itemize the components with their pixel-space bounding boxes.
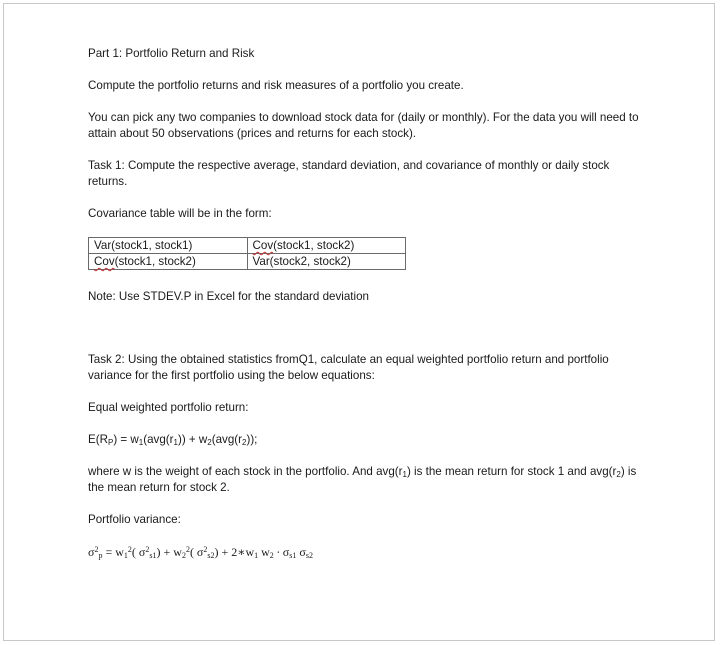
document-page	[3, 3, 715, 641]
table-row	[89, 238, 406, 254]
pick-companies-paragraph: You can pick any two companies to download stock data for (daily or monthly). For the data you will need to attain about 50 observations (prices and returns for each stock).	[88, 111, 639, 140]
formula-subscript: 1	[138, 438, 144, 447]
formula-subscript: p	[98, 551, 103, 560]
formula-part: (avg(r	[211, 433, 242, 446]
formula-subscript: 2	[269, 551, 274, 560]
formula-part: )) + w	[177, 433, 208, 446]
cell-text: (stock1, stock2)	[273, 239, 355, 252]
formula-part: σ	[296, 545, 306, 559]
table-cell	[89, 254, 248, 270]
text-part: where w is the weight of each stock in the portfolio. And avg(r	[88, 465, 403, 478]
formula-part: = w	[102, 545, 124, 559]
covariance-intro: Covariance table will be in the form:	[88, 207, 272, 220]
formula-part: σ	[88, 545, 95, 559]
formula-part: ) = w	[113, 433, 139, 446]
portfolio-variance-formula	[88, 544, 648, 560]
formula-subscript: 1	[254, 551, 259, 560]
formula-subscript: s1	[289, 551, 297, 560]
formula-subscript: 2	[207, 438, 212, 447]
formula-subscript: 1	[173, 438, 178, 447]
formula-subscript: P	[107, 438, 114, 447]
formula-superscript: 2	[185, 545, 190, 554]
text-subscript: 2	[616, 470, 621, 479]
formula-superscript: 2	[94, 545, 99, 554]
cell-text: (stock1, stock2)	[114, 255, 196, 268]
task2-paragraph: Task 2: Using the obtained statistics fromQ1, calculate an equal weighted portfolio return and portfolio variance for the first portfolio using the below equations:	[88, 353, 609, 382]
formula-part: ∙ σ	[273, 545, 290, 559]
formula-subscript: 2	[181, 551, 186, 560]
task1-paragraph: Task 1: Compute the respective average, standard deviation, and covariance of monthly or daily stock returns.	[88, 159, 610, 188]
formula-part: ( σ	[189, 545, 204, 559]
where-paragraph	[88, 464, 648, 496]
formula-superscript: 2	[145, 545, 150, 554]
formula-part: ( σ	[131, 545, 146, 559]
formula-subscript: s2	[207, 551, 215, 560]
portfolio-variance-label: Portfolio variance:	[88, 513, 181, 526]
text-part: ) is the mean return for stock 2.	[88, 465, 637, 494]
formula-part: w	[258, 545, 270, 559]
table-row	[89, 254, 406, 270]
equal-weighted-label: Equal weighted portfolio return:	[88, 401, 249, 414]
spellcheck-word: Cov	[252, 239, 274, 252]
formula-part: (avg(r	[143, 433, 174, 446]
note-paragraph: Note: Use STDEV.P in Excel for the standard deviation	[88, 290, 369, 303]
covariance-table	[88, 237, 406, 270]
formula-subscript: 1	[123, 551, 128, 560]
formula-superscript: 2	[203, 545, 208, 554]
formula-subscript: s2	[305, 551, 313, 560]
table-cell	[247, 238, 406, 254]
formula-subscript: 2	[242, 438, 247, 447]
intro-paragraph: Compute the portfolio returns and risk measures of a portfolio you create.	[88, 79, 464, 92]
heading: Part 1: Portfolio Return and Risk	[88, 47, 255, 60]
table-cell: Var(stock2, stock2)	[247, 254, 406, 270]
formula-subscript: s1	[149, 551, 157, 560]
formula-part: ));	[246, 433, 258, 446]
text-part: ) is the mean return for stock 1 and avg(r	[406, 465, 617, 478]
spellcheck-word: Cov	[94, 255, 115, 268]
formula-part: ) + w	[156, 545, 182, 559]
table-cell: Var(stock1, stock1)	[89, 238, 248, 254]
text-subscript: 1	[402, 470, 407, 479]
formula-part: ) + 2∗w	[214, 545, 255, 559]
formula-part: E(R	[88, 433, 108, 446]
equal-weighted-formula	[88, 432, 648, 448]
formula-superscript: 2	[127, 545, 132, 554]
